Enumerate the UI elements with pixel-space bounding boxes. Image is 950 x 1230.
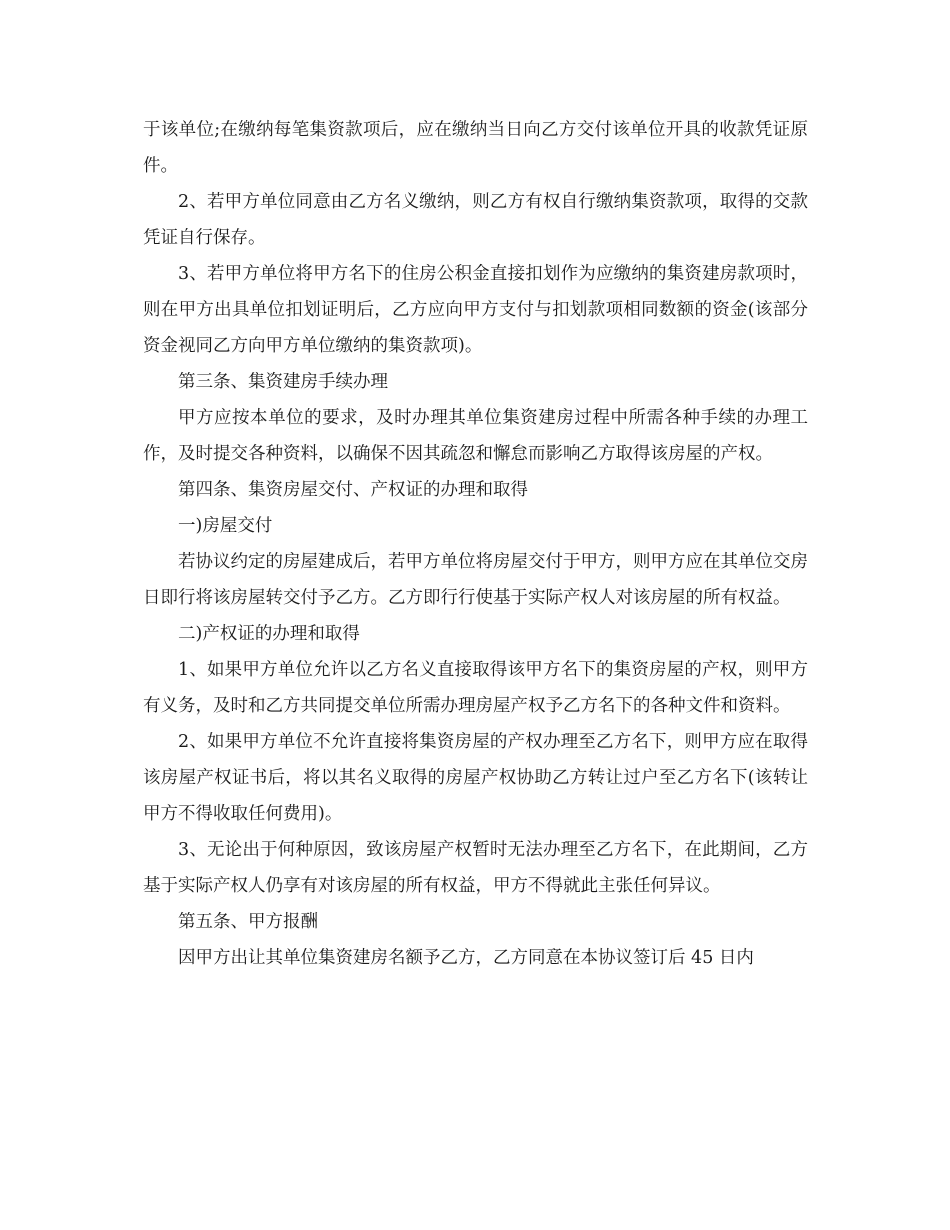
paragraph-2: 2、若甲方单位同意由乙方名义缴纳，则乙方有权自行缴纳集资款项，取得的交款凭证自行保存。 [143, 192, 808, 248]
section-heading-5: 第五条、甲方报酬 [178, 912, 318, 932]
subsection-heading-1: 一)房屋交付 [178, 516, 273, 536]
paragraph-8: 若协议约定的房屋建成后，若甲方单位将房屋交付于甲方，则甲方应在其单位交房日即行将该房屋转交付予乙方。乙方即行行使基于实际产权人对该房屋的所有权益。 [143, 552, 808, 608]
subsection-heading-2: 二)产权证的办理和取得 [178, 624, 360, 644]
paragraph-14: 因甲方出让其单位集资建房名额予乙方，乙方同意在本协议签订后 45 日内 [178, 948, 754, 968]
paragraph-12: 3、无论出于何种原因，致该房屋产权暂时无法办理至乙方名下，在此期间，乙方基于实际产权人仍享有对该房屋的所有权益，甲方不得就此主张任何异议。 [143, 840, 808, 896]
section-heading-4: 第四条、集资房屋交付、产权证的办理和取得 [178, 480, 528, 500]
paragraph-10: 1、如果甲方单位允许以乙方名义直接取得该甲方名下的集资房屋的产权，则甲方有义务，及时和乙方共同提交单位所需办理房屋产权予乙方名下的各种文件和资料。 [143, 660, 808, 716]
section-heading-3: 第三条、集资建房手续办理 [178, 372, 388, 392]
document-body [143, 112, 808, 976]
paragraph-3: 3、若甲方单位将甲方名下的住房公积金直接扣划作为应缴纳的集资建房款项时，则在甲方出具单位扣划证明后，乙方应向甲方支付与扣划款项相同数额的资金(该部分资金视同乙方向甲方单位缴纳的集资款项)。 [143, 264, 808, 356]
paragraph-1: 于该单位;在缴纳每笔集资款项后，应在缴纳当日向乙方交付该单位开具的收款凭证原件。 [143, 120, 808, 176]
paragraph-11: 2、如果甲方单位不允许直接将集资房屋的产权办理至乙方名下，则甲方应在取得该房屋产权证书后，将以其名义取得的房屋产权协助乙方转让过户至乙方名下(该转让甲方不得收取任何费用)。 [143, 732, 808, 824]
paragraph-5: 甲方应按本单位的要求，及时办理其单位集资建房过程中所需各种手续的办理工作，及时提交各种资料，以确保不因其疏忽和懈怠而影响乙方取得该房屋的产权。 [143, 408, 808, 464]
